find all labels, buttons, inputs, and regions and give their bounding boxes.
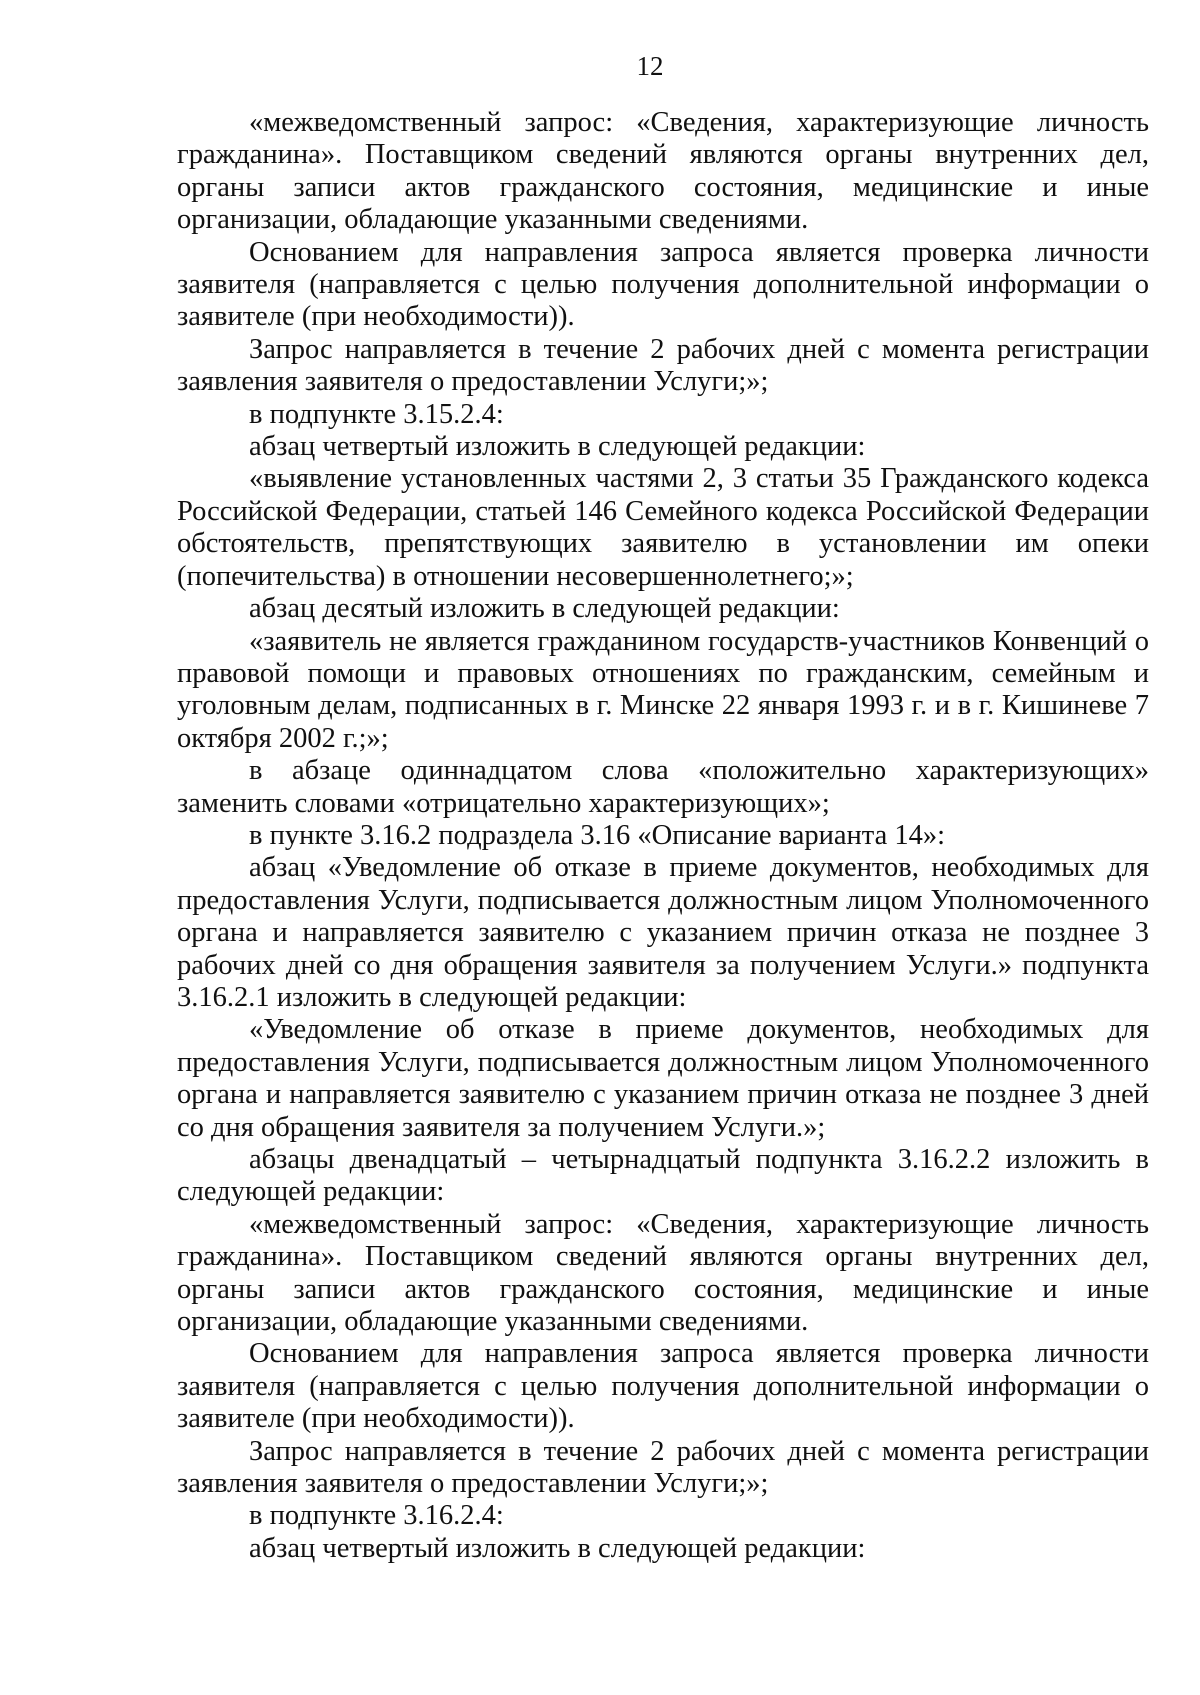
paragraph-subclause-3-15-2-4: в подпункте 3.15.2.4: <box>249 398 504 430</box>
paragraph-clause-3-16-2: в пункте 3.16.2 подраздела 3.16 «Описание варианта 14»: <box>249 819 946 851</box>
paragraph-subclause-3-16-2-4: в подпункте 3.16.2.4: <box>249 1500 504 1532</box>
paragraph-interagency-request-2: «межведомственный запрос: «Сведения, характеризующие личность гражданина». Поставщиком сведений являются органы внутренних дел, органы записи актов гражданского состояния, медицинские и иные организации, обладающие указанными сведениями. <box>177 1208 1149 1338</box>
paragraph-refusal-notice-old: абзац «Уведомление об отказе в приеме документов, необходимых для предоставления Услуги, подписывается должностным лицом Уполномоченного органа и направляется заявителю с указанием причин отказа не позднее 3 рабочих дней со дня обращения заявителя за получением Услуги.» подпункта 3.16.2.1 изложить в следующей редакции: <box>177 852 1149 1013</box>
paragraph-request-deadline-1: Запрос направляется в течение 2 рабочих дней с момента регистрации заявления заявителя о предоставлении Услуги;»; <box>177 333 1149 398</box>
page-number: 12 <box>636 51 664 81</box>
paragraph-request-basis-2: Основанием для направления запроса является проверка личности заявителя (направляется с целью получения дополнительной информации о заявителе (при необходимости)). <box>177 1338 1149 1435</box>
paragraph-request-deadline-2: Запрос направляется в течение 2 рабочих дней с момента регистрации заявления заявителя о предоставлении Услуги;»; <box>177 1435 1149 1500</box>
paragraph-fourth-abzac-edit-1: абзац четвертый изложить в следующей редакции: <box>249 431 866 463</box>
paragraph-request-basis-1: Основанием для направления запроса является проверка личности заявителя (направляется с целью получения дополнительной информации о заявителе (при необходимости)). <box>177 236 1149 333</box>
paragraph-circumstances: «выявление установленных частями 2, 3 статьи 35 Гражданского кодекса Российской Федерации, статьей 146 Семейного кодекса Российской Федерации обстоятельств, препятствующих заявителю в установлении им опеки (попечительства) в отношении несовершеннолетнего;»; <box>177 463 1149 592</box>
paragraph-conventions: «заявитель не является гражданином государств-участников Конвенций о правовой помощи и правовых отношениях по гражданским, семейным и уголовным делам, подписанных в г. Минске 22 января 1993 г. и в г. Кишиневе 7 октября 2002 г.;»; <box>177 625 1149 754</box>
paragraph-eleventh-abzac: в абзаце одиннадцатом слова «положительно характеризующих» заменить словами «отрицательно характеризующих»; <box>177 755 1149 819</box>
paragraph-interagency-request-1: «межведомственный запрос: «Сведения, характеризующие личность гражданина». Поставщиком сведений являются органы внутренних дел, органы записи актов гражданского состояния, медицинские и иные организации, обладающие указанными сведениями. <box>177 107 1149 236</box>
paragraph-abzacs-12-14: абзацы двенадцатый – четырнадцатый подпункта 3.16.2.2 изложить в следующей редакции: <box>177 1144 1149 1208</box>
paragraph-refusal-notice-new: «Уведомление об отказе в приеме документов, необходимых для предоставления Услуги, подписывается должностным лицом Уполномоченного органа и направляется заявителю с указанием причин отказа не позднее 3 дней со дня обращения заявителя за получением Услуги.»; <box>177 1014 1149 1143</box>
paragraph-fourth-abzac-edit-2: абзац четвертый изложить в следующей редакции: <box>249 1532 866 1564</box>
paragraph-tenth-abzac-edit: абзац десятый изложить в следующей редакции: <box>249 593 840 625</box>
document-body <box>177 107 1149 1565</box>
